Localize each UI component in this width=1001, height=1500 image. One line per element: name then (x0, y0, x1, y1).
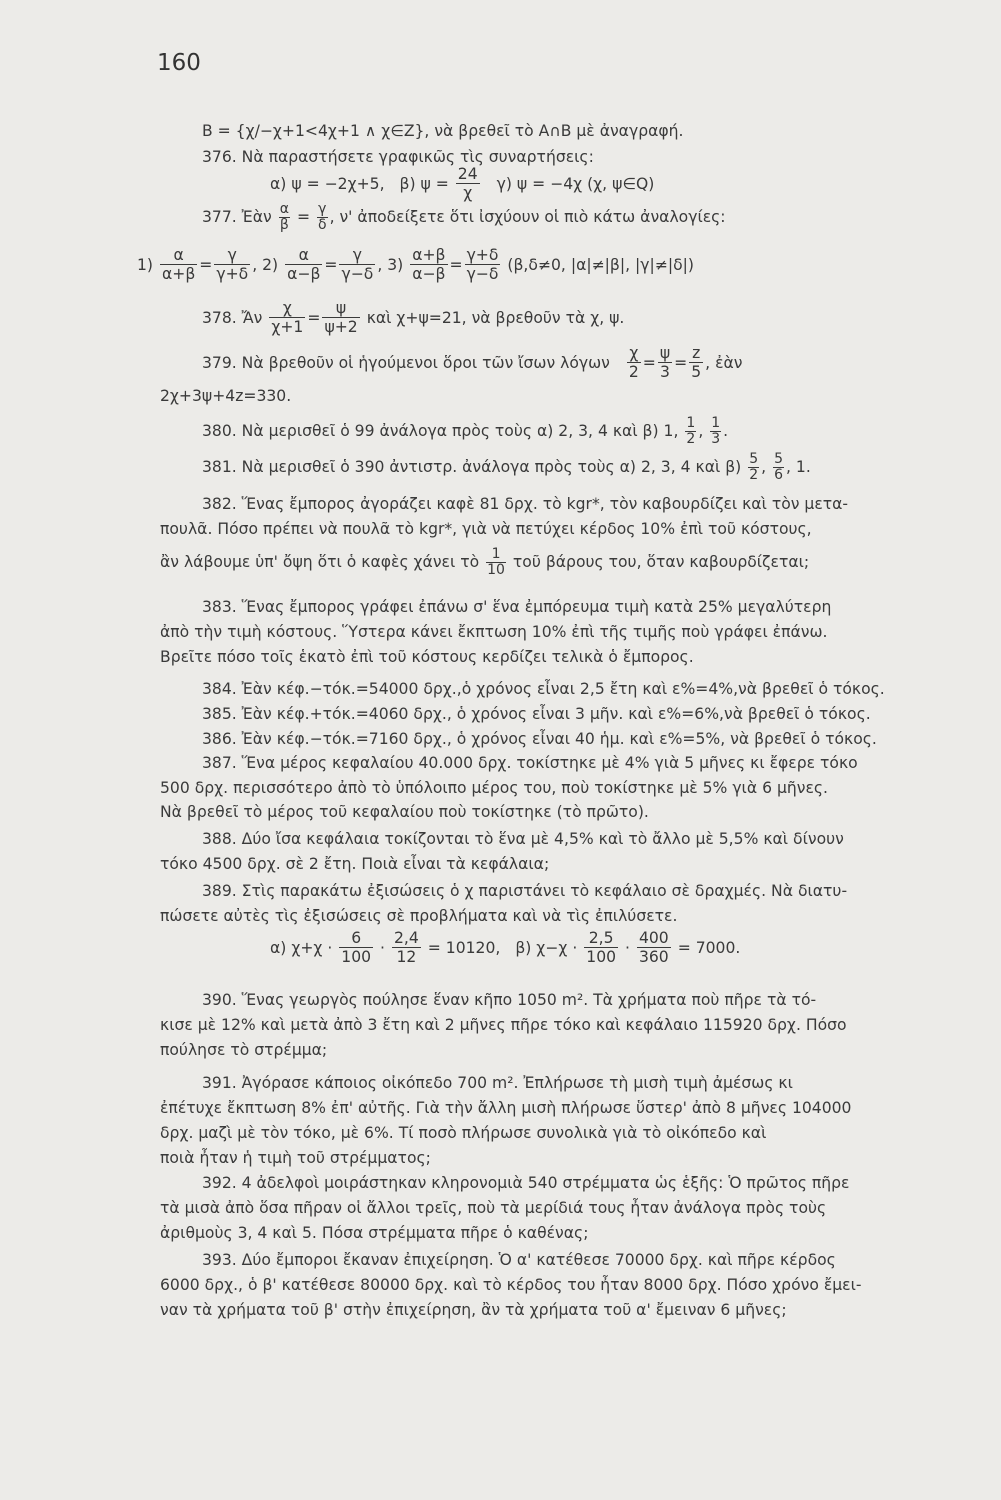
problem-378: 378. Ἄν $\frac{\chi}{\chi+1}$ = $\frac{\psi}{\psi+2}$ καὶ χ+ψ=21, νὰ βρεθοῦν τὰ χ, ψ. (202, 299, 625, 336)
problem-381: 381. Νὰ μερισθεῖ ὁ 390 ἀντιστρ. ἀνάλογα πρὸς τοὺς α) 2, 3, 4 καὶ β) $\frac{5}{2}$ , $\frac{5}{6}$ , 1. (202, 451, 811, 483)
problem-390-line1: 390. Ἕνας γεωργὸς πούλησε ἕναν κῆπο 1050 m². Τὰ χρήματα ποὺ πῆρε τὰ τό- (202, 991, 817, 1009)
problem-390-line3: πούλησε τὸ στρέμμα; (160, 1041, 328, 1059)
problem-387-line3: Νὰ βρεθεῖ τὸ μέρος τοῦ κεφαλαίου ποὺ τοκίστηκε (τὸ πρῶτο). (160, 803, 649, 821)
problem-377: 377. Ἐὰν $\frac{\alpha}{\beta}$ = $\frac{\gamma}{\delta}$ , ν' ἀποδείξετε ὅτι ἰσχύουν οἱ πιὸ κάτω ἀναλογίες: (202, 201, 726, 233)
problem-389-equations: α) χ+χ · $\frac{6}{100}$ · $\frac{2,4}{12}$ = 10120, β) χ−χ · $\frac{2,5}{100}$ · $\frac{400}{360}$ = 7000. (270, 929, 741, 966)
problem-389-line1: 389. Στὶς παρακάτω ἐξισώσεις ὁ χ παριστάνει τὸ κεφάλαιο σὲ δραχμές. Νὰ διατυ- (202, 882, 848, 900)
problem-386: 386. Ἐὰν κέφ.−τόκ.=7160 δρχ., ὁ χρόνος εἶναι 40 ἡμ. καὶ ε%=5%, νὰ βρεθεῖ ὁ τόκος. (202, 730, 877, 748)
function-b-fraction: $\frac{24}{\chi}$ (457, 165, 478, 202)
problem-392-line2: τὰ μισὰ ἀπὸ ὅσα πῆραν οἱ ἄλλοι τρεῖς, ποὺ τὰ μερίδιά τους ἦταν ἀνάλογα πρὸς τοὺς (160, 1199, 827, 1217)
problem-385: 385. Ἐὰν κέφ.+τόκ.=4060 δρχ., ὁ χρόνος εἶναι 3 μῆν. καὶ ε%=6%,νὰ βρεθεῖ ὁ τόκος. (202, 705, 871, 723)
problem-391-line4: ποιὰ ἦταν ἡ τιμὴ τοῦ στρέμματος; (160, 1149, 431, 1167)
problem-376: 376. Νὰ παραστήσετε γραφικῶς τὶς συναρτήσεις: (202, 148, 594, 166)
problem-388-line1: 388. Δύο ἴσα κεφάλαια τοκίζονται τὸ ἕνα μὲ 4,5% καὶ τὸ ἄλλο μὲ 5,5% καὶ δίνουν (202, 830, 844, 848)
function-c: γ) ψ = −4χ (χ, ψ∈Q) (496, 175, 655, 193)
problem-380: 380. Νὰ μερισθεῖ ὁ 99 ἀνάλογα πρὸς τοὺς α) 2, 3, 4 καὶ β) 1, $\frac{1}{2}$ , $\frac{1}{3}$ . (202, 415, 729, 447)
problem-388-line2: τόκο 4500 δρχ. σὲ 2 ἔτη. Ποιὰ εἶναι τὰ κεφάλαια; (160, 855, 550, 873)
problem-387-line2: 500 δρχ. περισσότερο ἀπὸ τὸ ὑπόλοιπο μέρος του, ποὺ τοκίστηκε μὲ 5% γιὰ 6 μῆνες. (160, 779, 828, 797)
problem-384: 384. Ἐὰν κέφ.−τόκ.=54000 δρχ.,ὁ χρόνος εἶναι 2,5 ἔτη καὶ ε%=4%,νὰ βρεθεῖ ὁ τόκος. (202, 680, 885, 698)
page-number: 160 (157, 50, 201, 76)
problem-391-line2: ἐπέτυχε ἔκπτωση 8% ἐπ' αὐτῆς. Γιὰ τὴν ἄλλη μισὴ πλήρωσε ὕστερ' ἀπὸ 8 μῆνες 104000 (160, 1099, 852, 1117)
problem-392-line3: ἀριθμοὺς 3, 4 καὶ 5. Πόσα στρέμματα πῆρε ὁ καθένας; (160, 1224, 589, 1242)
problem-390-line2: κισε μὲ 12% καὶ μετὰ ἀπὸ 3 ἔτη καὶ 2 μῆνες πῆρε τόκο καὶ κεφάλαιο 115920 δρχ. Πόσο (160, 1016, 847, 1034)
function-b-prefix: β) ψ = (399, 175, 449, 193)
problem-377-proportions: 1) $\frac{\alpha}{\alpha+\beta}$ = $\frac{\gamma}{\gamma+\delta}$ , 2) $\frac{\alpha}{\alpha-\beta}$ = $\frac{\gamma}{\gamma-\delta}$ , 3) $\frac{\alpha+\beta}{\alpha-\beta}$ = $\frac{\gamma+\delta}{\gamma-\delta}$ (β,δ≠0, |α|≠|β|, |γ|≠|δ|) (137, 246, 694, 283)
problem-383-line2: ἀπὸ τὴν τιμὴ κόστους. Ὕστερα κάνει ἔκπτωση 10% ἐπὶ τῆς τιμῆς ποὺ γράφει ἐπάνω. (160, 623, 828, 641)
problem-379-continued: 2χ+3ψ+4z=330. (160, 387, 292, 405)
problem-383-line3: Βρεῖτε πόσο τοῖς ἑκατὸ ἐπὶ τοῦ κόστους κερδίζει τελικὰ ὁ ἔμπορος. (160, 648, 694, 666)
problem-393-line2: 6000 δρχ., ὁ β' κατέθεσε 80000 δρχ. καὶ τὸ κέρδος του ἦταν 8000 δρχ. Πόσο χρόνο ἔμει- (160, 1276, 862, 1294)
problem-382-line2: πουλᾶ. Πόσο πρέπει νὰ πουλᾶ τὸ kgr*, γιὰ νὰ πετύχει κέρδος 10% ἐπὶ τοῦ κόστους, (160, 520, 812, 538)
problem-387-line1: 387. Ἕνα μέρος κεφαλαίου 40.000 δρχ. τοκίστηκε μὲ 4% γιὰ 5 μῆνες κι ἔφερε τόκο (202, 754, 858, 772)
problem-376-functions (270, 166, 654, 203)
fraction-a-b: $\frac{\alpha}{\beta}$ (279, 201, 289, 233)
problem-382-line3: ἂν λάβουμε ὑπ' ὄψη ὅτι ὁ καφὲς χάνει τὸ $\frac{1}{10}$ τοῦ βάρους του, ὅταν καβουρδίζεται; (160, 546, 810, 578)
problem-389-line2: πώσετε αὐτὲς τὶς ἐξισώσεις σὲ προβλήματα καὶ νὰ τὶς ἐπιλύσετε. (160, 907, 678, 925)
problem-391-line1: 391. Ἀγόρασε κάποιος οἰκόπεδο 700 m². Ἐπλήρωσε τὴ μισὴ τιμὴ ἀμέσως κι (202, 1074, 793, 1092)
problem-383-line1: 383. Ἕνας ἔμπορος γράφει ἐπάνω σ' ἕνα ἐμπόρευμα τιμὴ κατὰ 25% μεγαλύτερη (202, 598, 832, 616)
set-b-line: B = {χ/−χ+1<4χ+1 ∧ χ∈Z}, νὰ βρεθεῖ τὸ A∩B μὲ ἀναγραφή. (202, 122, 684, 140)
function-a: α) ψ = −2χ+5, (270, 175, 385, 193)
problem-393-line3: ναν τὰ χρήματα τοῦ β' στὴν ἐπιχείρηση, ἂν τὰ χρήματα τοῦ α' ἔμειναν 6 μῆνες; (160, 1301, 787, 1319)
problem-393-line1: 393. Δύο ἔμποροι ἔκαναν ἐπιχείρηση. Ὁ α' κατέθεσε 70000 δρχ. καὶ πῆρε κέρδος (202, 1251, 836, 1269)
fraction-g-d: $\frac{\gamma}{\delta}$ (317, 201, 327, 233)
problem-392-line1: 392. 4 ἀδελφοὶ μοιράστηκαν κληρονομιὰ 540 στρέμματα ὡς ἑξῆς: Ὁ πρῶτος πῆρε (202, 1174, 850, 1192)
problem-382-line1: 382. Ἕνας ἔμπορος ἀγοράζει καφὲ 81 δρχ. τὸ kgr*, τὸν καβουρδίζει καὶ τὸν μετα- (202, 495, 849, 513)
problem-391-line3: δρχ. μαζὶ μὲ τὸν τόκο, μὲ 6%. Τί ποσὸ πλήρωσε συνολικὰ γιὰ τὸ οἰκόπεδο καὶ (160, 1124, 767, 1142)
problem-379: 379. Νὰ βρεθοῦν οἱ ἡγούμενοι ὅροι τῶν ἴσων λόγων $\frac{\chi}{2}$ = $\frac{\psi}{3}$ = $\frac{z}{5}$ , ἐὰν (202, 344, 743, 381)
